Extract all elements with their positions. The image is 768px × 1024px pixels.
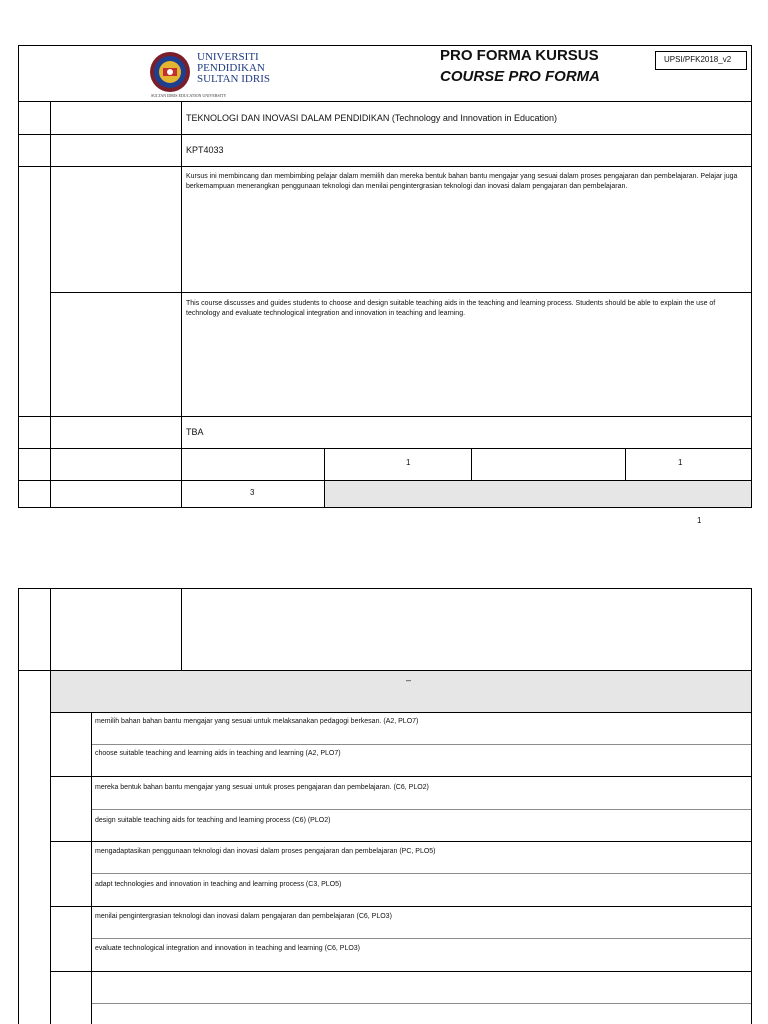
title-malay: PRO FORMA KURSUS xyxy=(440,47,599,64)
outcome-2-english: design suitable teaching aids for teaching and learning process (C6) (PLO2) xyxy=(95,817,331,824)
shaded-cell xyxy=(325,481,751,507)
university-name-line-2: PENDIDIKAN xyxy=(197,62,265,74)
title-english: COURSE PRO FORMA xyxy=(440,68,601,85)
university-name-line-3: SULTAN IDRIS xyxy=(197,73,270,85)
row-value-2: 1 xyxy=(678,458,683,467)
synopsis-english: This course discusses and guides students to choose and design suitable teaching aids in the teaching and learning process. Students should be able to explain the use of technology and evaluate technological integration and innovation in teaching and learning. xyxy=(186,300,716,317)
outcome-4-malay: menilai pengintergrasian teknologi dan inovasi dalam pengajaran dan pembelajaran (C6, PLO3) xyxy=(95,913,392,920)
outcome-3-malay: mengadaptasikan penggunaan teknologi dan inovasi dalam proses pengajaran dan pembelajaran (PC, PLO5) xyxy=(95,848,436,855)
synopsis-malay: Kursus ini membincang dan membimbing pelajar dalam memilih dan mereka bentuk bahan bantu mengajar yang sesuai dalam proses pengajaran dan pembelajaran. Pelajar juga berkemampuan menerangkan penggunaan teknologi dan menilai pengintergrasian teknologi dan inovasi dalam pengajaran dan pembelajaran. xyxy=(186,173,738,190)
course-code: KPT4033 xyxy=(186,145,224,155)
course-name: TEKNOLOGI DAN INOVASI DALAM PENDIDIKAN (Technology and Innovation in Education) xyxy=(186,113,557,123)
instructor: TBA xyxy=(186,427,204,437)
outcome-1-english: choose suitable teaching and learning aids in teaching and learning (A2, PLO7) xyxy=(95,750,341,757)
doc-code: UPSI/PFK2018_v2 xyxy=(664,55,732,64)
outcome-4-english: evaluate technological integration and innovation in teaching and learning (C6, PLO3) xyxy=(95,945,361,952)
university-logo xyxy=(145,45,285,101)
university-name-line-1: UNIVERSITI xyxy=(197,51,259,63)
page-2 xyxy=(0,580,768,1024)
university-crest-icon xyxy=(149,51,191,93)
row-value-1: 1 xyxy=(406,458,411,467)
outcome-2-malay: mereka bentuk bahan bantu mengajar yang sesuai untuk proses pengajaran dan pembelajaran. (C6, PLO2) xyxy=(95,784,429,791)
page-number: 1 xyxy=(697,516,702,525)
outcomes-header: – xyxy=(406,675,412,685)
outcome-3-english: adapt technologies and innovation in teaching and learning process (C3, PLO5) xyxy=(95,881,342,888)
outcome-1-malay: memilih bahan bahan bantu mengajar yang sesuai untuk melaksanakan pedagogi berkesan. (A2, PLO7) xyxy=(95,718,419,725)
outcomes-header-shade xyxy=(51,671,751,712)
university-tagline: SULTAN IDRIS EDUCATION UNIVERSITY xyxy=(151,93,227,98)
credit-value: 3 xyxy=(250,488,255,497)
